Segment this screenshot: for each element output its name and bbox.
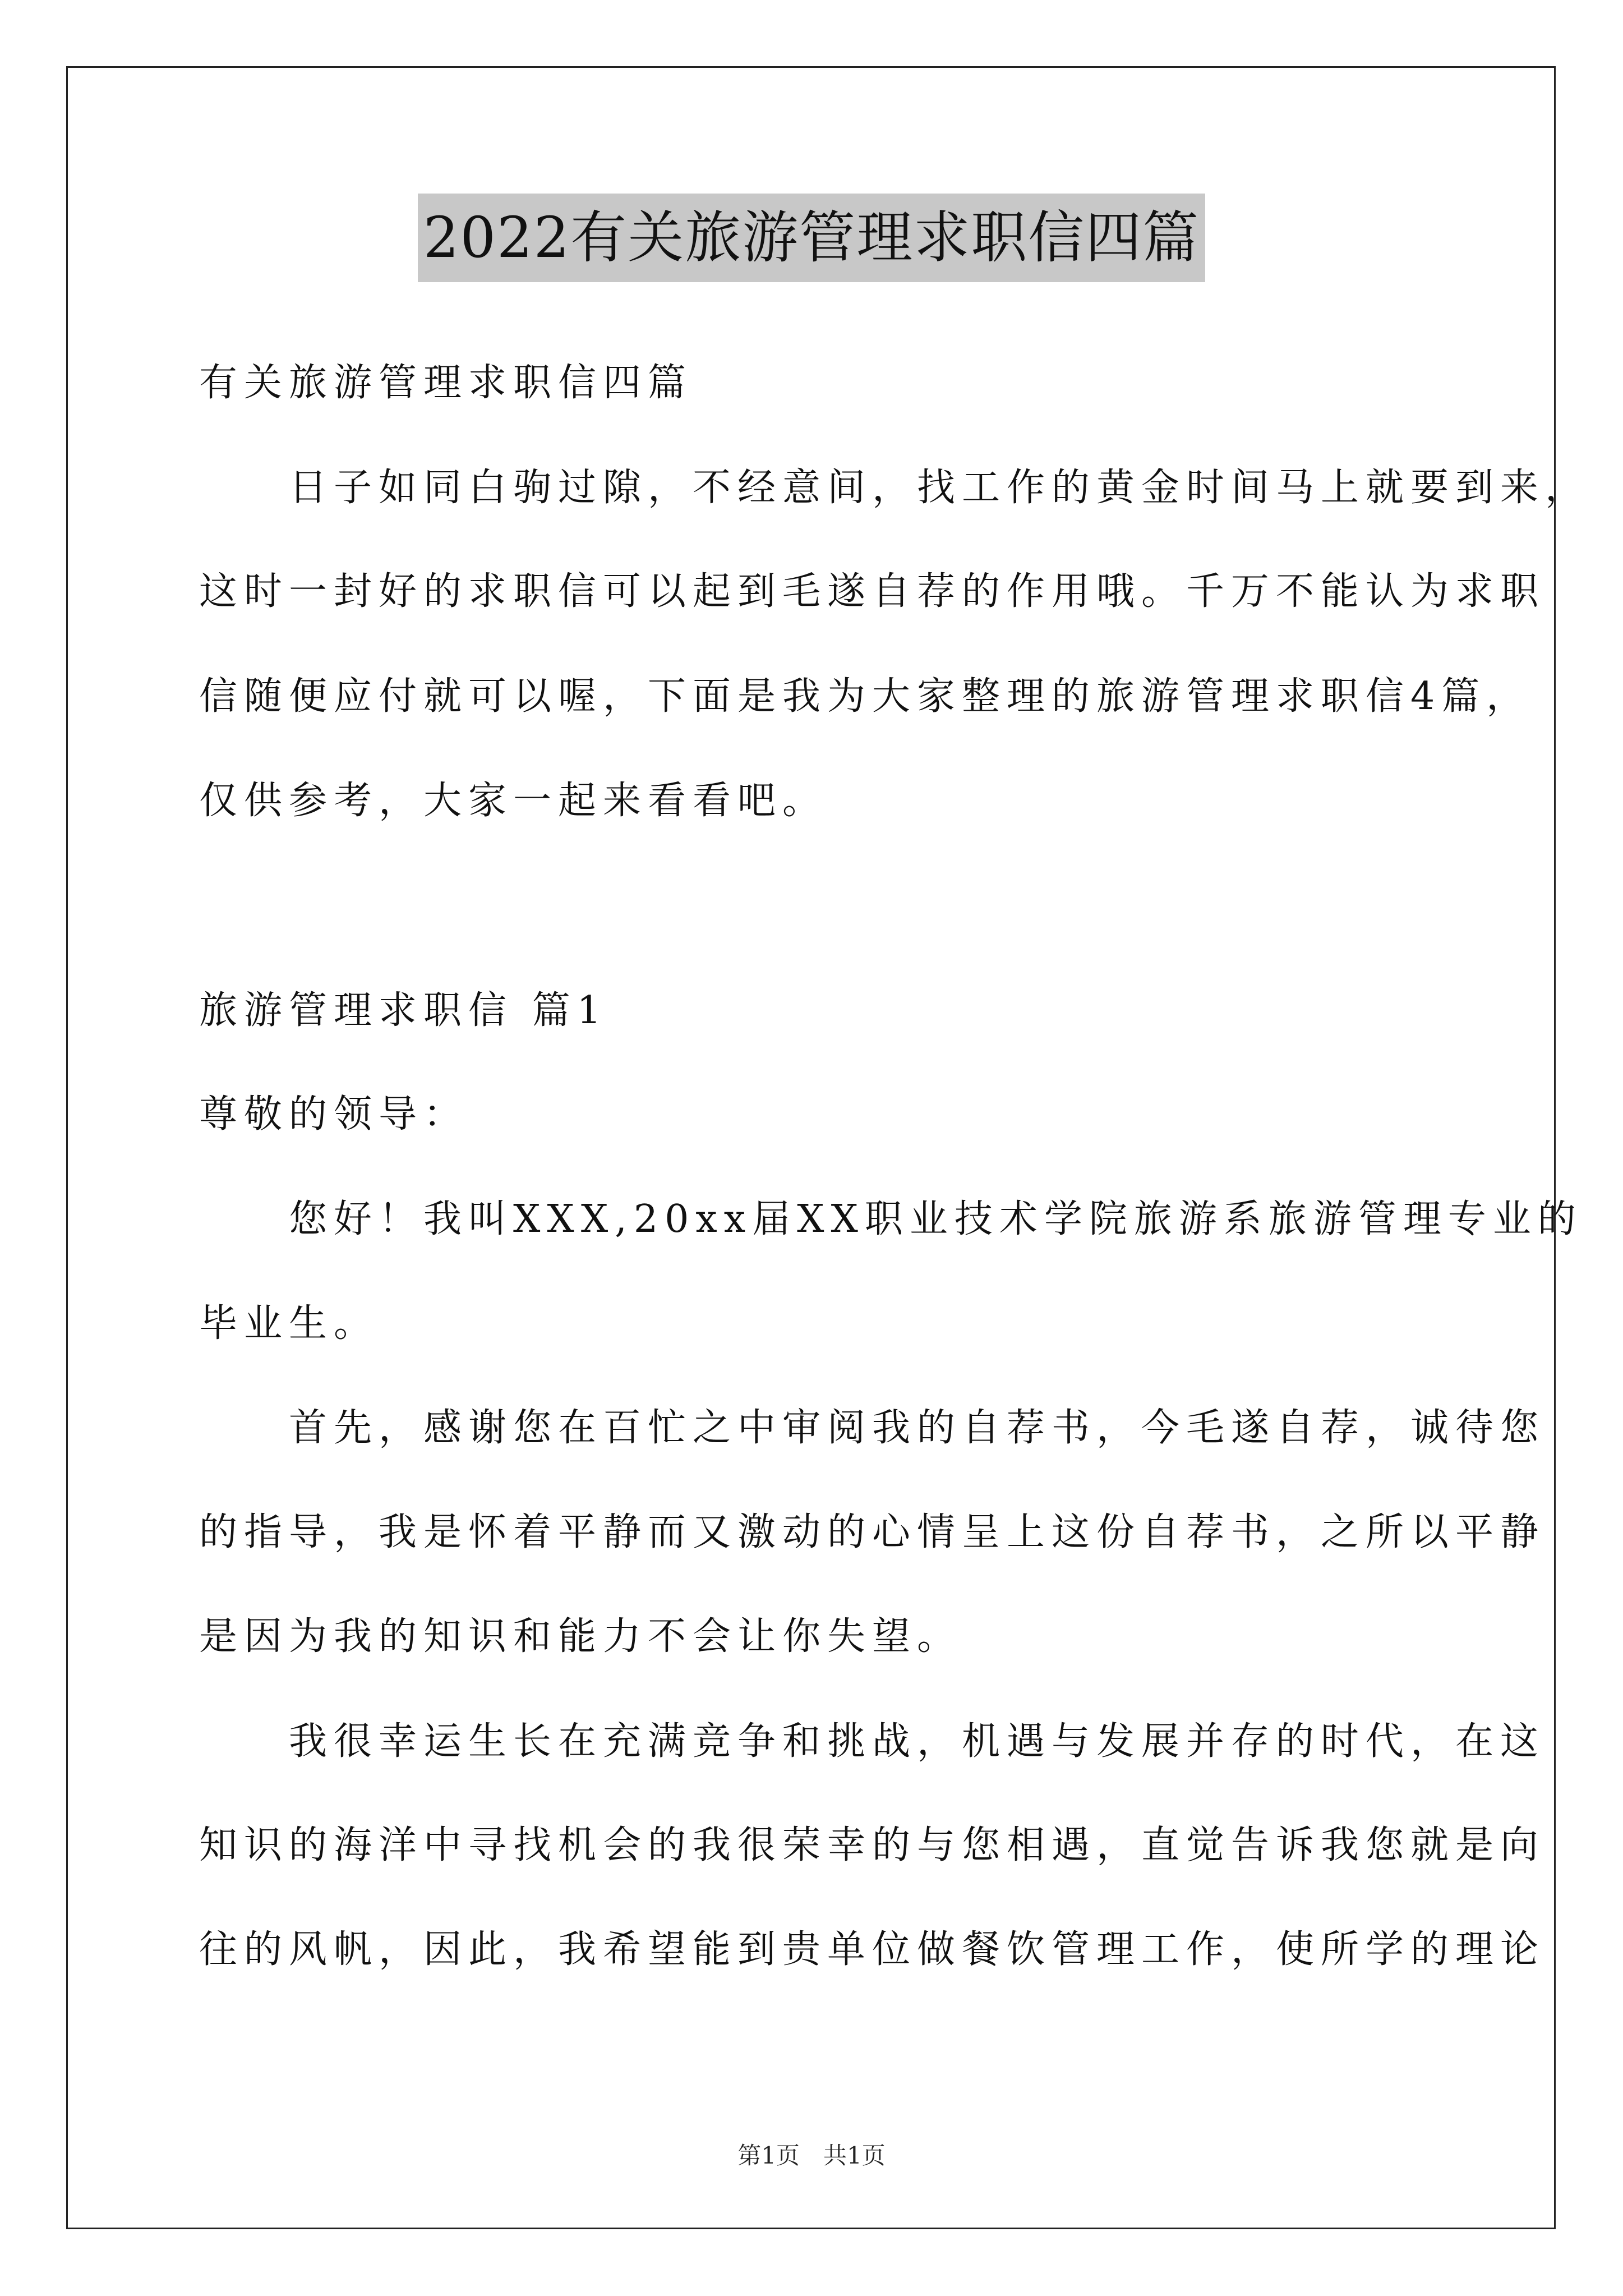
intro-line-1: 日子如同白驹过隙，不经意间，找工作的黄金时间马上就要到来， (199, 466, 1590, 510)
para2-line-2: 的指导，我是怀着平静而又激动的心情呈上这份自荐书，之所以平静 (199, 1510, 1546, 1554)
salutation: 尊敬的领导： (199, 1092, 469, 1137)
para3-line-1: 我很幸运生长在充满竞争和挑战，机遇与发展并存的时代，在这 (199, 1719, 1546, 1764)
section-heading: 旅游管理求职信 篇1 (199, 988, 608, 1033)
title-container (0, 194, 1623, 282)
page-footer: 第1页 共1页 (737, 2142, 886, 2169)
intro-line-2: 这时一封好的求职信可以起到毛遂自荐的作用哦。千万不能认为求职 (199, 569, 1546, 614)
document-subtitle: 有关旅游管理求职信四篇 (199, 361, 693, 405)
intro-line-3: 信随便应付就可以喔，下面是我为大家整理的旅游管理求职信4篇， (199, 674, 1532, 719)
para3-line-2: 知识的海洋中寻找机会的我很荣幸的与您相遇，直觉告诉我您就是向 (199, 1823, 1546, 1867)
para2-line-1: 首先，感谢您在百忙之中审阅我的自荐书，今毛遂自荐，诚待您 (199, 1406, 1546, 1450)
para1-line-1: 您好！我叫XXX,20xx届XX职业技术学院旅游系旅游管理专业的 (199, 1197, 1583, 1241)
document-title: 2022有关旅游管理求职信四篇 (418, 194, 1206, 282)
intro-line-4: 仅供参考，大家一起来看看吧。 (199, 779, 828, 823)
para3-line-3: 往的风帆，因此，我希望能到贵单位做餐饮管理工作，使所学的理论 (199, 1927, 1546, 1972)
para2-line-3: 是因为我的知识和能力不会让你失望。 (199, 1614, 962, 1659)
para1-line-2: 毕业生。 (199, 1301, 379, 1346)
